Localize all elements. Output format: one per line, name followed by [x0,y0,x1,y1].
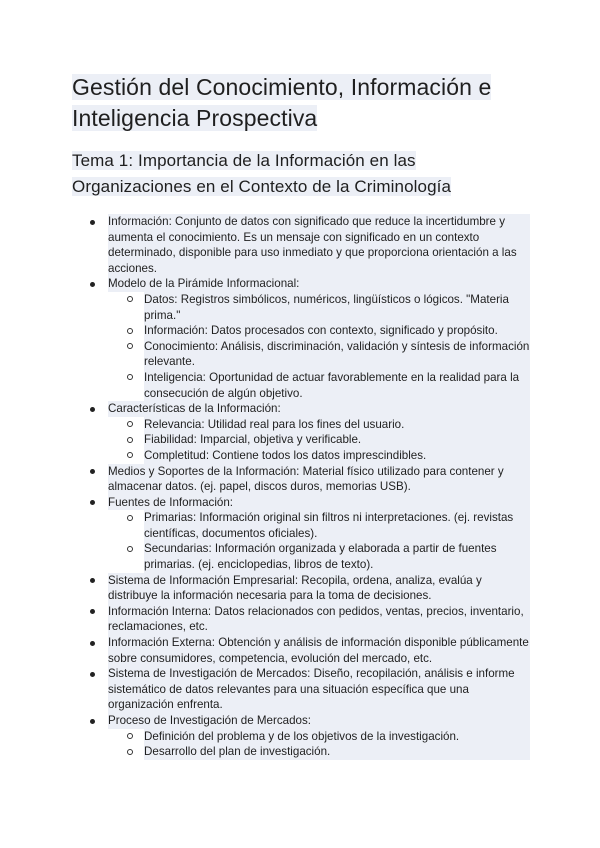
sub-list-item [108,510,530,541]
list-item [72,214,530,276]
list-item-text: Sistema de Información Empresarial: Recopila, ordena, analiza, evalúa y distribuye la información necesaria para la toma de decisiones. [108,573,530,604]
list-item-text: Información Externa: Obtención y análisis de información disponible públicamente sobre consumidores, competencia, evolución del mercado, etc. [108,636,529,665]
list-item-text: Modelo de la Pirámide Informacional: [108,276,530,292]
sub-list-item [108,448,530,464]
sub-list-item-text: Fiabilidad: Imparcial, objetiva y verificable. [144,432,530,448]
sub-list-item [108,541,530,572]
list-item-text: Información Interna: Datos relacionados con pedidos, ventas, precios, inventario, reclamaciones, etc. [108,604,530,635]
list-item [72,666,530,713]
sub-list [108,729,530,760]
sub-list-item-text: Información: Datos procesados con contexto, significado y propósito. [144,323,530,339]
document-subtitle-text: Tema 1: Importancia de la Información en las Organizaciones en el Contexto de la Criminología [72,151,452,196]
sub-list-item [108,417,530,433]
list-item [72,401,530,463]
sub-list-item [108,292,530,323]
list-item-text: Proceso de Investigación de Mercados: [108,713,530,729]
sub-list-item [108,432,530,448]
sub-list-item-text: Relevancia: Utilidad real para los fines del usuario. [144,417,530,433]
document-subtitle [72,148,530,200]
sub-list-item-text: Secundarias: Información organizada y elaborada a partir de fuentes primarias. (ej. enciclopedias, libros de texto). [144,541,530,572]
list-item-text: Información: Conjunto de datos con significado que reduce la incertidumbre y aumenta el conocimiento. Es un mensaje con significado en un contexto determinado, disponible para uso inmediato y que proporciona orientación a las acciones. [108,214,530,276]
sub-list-item-text: Conocimiento: Análisis, discriminación, validación y síntesis de información relevante. [144,339,530,369]
sub-list-item [108,370,530,401]
list-item [72,713,530,760]
sub-list-item-text: Completitud: Contiene todos los datos imprescindibles. [144,448,530,464]
sub-list [108,510,530,572]
list-item [72,573,530,604]
sub-list-item-text: Primarias: Información original sin filtros ni interpretaciones. (ej. revistas científicas, documentos oficiales). [144,510,530,541]
document-title-text: Gestión del Conocimiento, Información e Inteligencia Prospectiva [72,74,492,131]
list-item [72,276,530,401]
bullet-list [72,214,530,760]
list-item [72,635,530,666]
sub-list-item [108,323,530,339]
document-title [72,72,530,134]
list-item-text: Sistema de Investigación de Mercados: Diseño, recopilación, análisis e informe sistemático de datos relevantes para una situación específica que una organización enfrenta. [108,666,530,713]
list-item-text: Características de la Información: [108,401,530,417]
list-item [72,604,530,635]
list-item-text: Medios y Soportes de la Información: Material físico utilizado para contener y almacenar datos. (ej. papel, discos duros, memorias USB). [108,464,530,495]
sub-list-item [108,339,530,370]
sub-list-item-text: Definición del problema y de los objetivos de la investigación. [144,729,530,745]
sub-list-item [108,744,530,760]
list-item [72,464,530,495]
sub-list-item-text: Datos: Registros simbólicos, numéricos, lingüísticos o lógicos. "Materia prima." [144,292,530,323]
sub-list [108,292,530,401]
list-item [72,495,530,573]
sub-list [108,417,530,464]
list-item-text: Fuentes de Información: [108,495,530,511]
sub-list-item [108,729,530,745]
sub-list-item-text: Inteligencia: Oportunidad de actuar favorablemente en la realidad para la consecución de algún objetivo. [144,370,530,401]
sub-list-item-text: Desarrollo del plan de investigación. [144,744,530,760]
